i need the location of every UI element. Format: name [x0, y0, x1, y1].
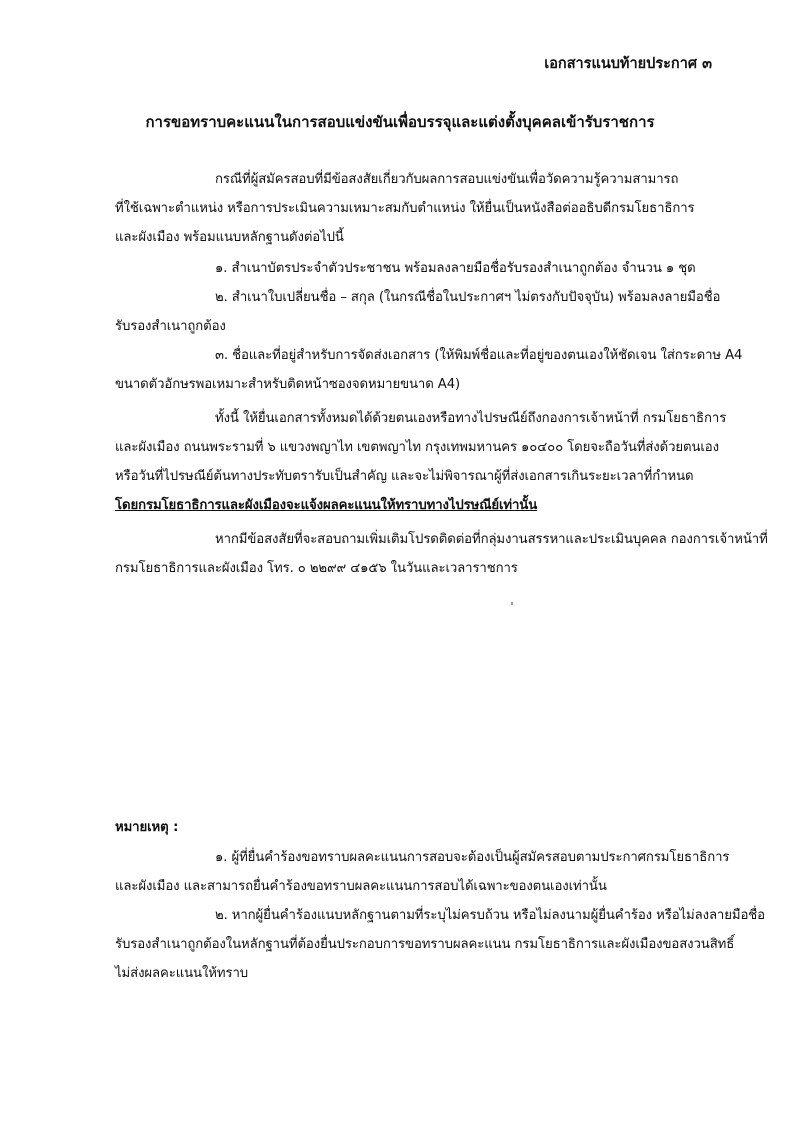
note-2-line-2: รับรองสำเนาถูกต้องในหลักฐานที่ต้องยื่นประกอบการขอทราบผลคะแนน กรมโยธาธิการและผังเมืองขอสงวนสิทธิ์	[115, 937, 735, 952]
note-2-line-3: ไม่ส่งผลคะแนนให้ทราบ	[115, 966, 249, 981]
requirement-2-line-2: รับรองสำเนาถูกต้อง	[115, 319, 226, 334]
submission-emphasis: โดยกรมโยธาธิการและผังเมืองจะแจ้งผลคะแนนให้ทราบทางไปรษณีย์เท่านั้น	[115, 498, 538, 513]
note-2-line-1: ๒. หากผู้ยื่นคำร้องแนบหลักฐานตามที่ระบุไม่ครบถ้วน หรือไม่ลงนามผู้ยื่นคำร้อง หรือไม่ลงลายมือชื่อ	[215, 908, 765, 923]
contact-line-2: กรมโยธาธิการและผังเมือง โทร. ๐ ๒๒๙๙ ๔๑๕๖ ในวันและเวลาราชการ	[115, 561, 518, 576]
requirement-3-line-2: ขนาดตัวอักษรพอเหมาะสำหรับติดหน้าซองจดหมายขนาด A4)	[115, 377, 461, 392]
document-title: การขอทราบคะแนนในการสอบแข่งขันเพื่อบรรจุและแต่งตั้งบุคคลเข้ารับราชการ	[145, 113, 655, 131]
submission-line-3: หรือวันที่ไปรษณีย์ต้นทางประทับตรารับเป็นสำคัญ และจะไม่พิจารณาผู้ที่ส่งเอกสารเกินระยะเวลาที่กำหนด	[115, 469, 694, 484]
intro-line-1: กรณีที่ผู้สมัครสอบที่มีข้อสงสัยเกี่ยวกับผลการสอบแข่งขันเพื่อวัดความรู้ความสามารถ	[215, 172, 679, 187]
submission-line-2: และผังเมือง ถนนพระรามที่ ๖ แขวงพญาไท เขตพญาไท กรุงเทพมหานคร ๑๐๔๐๐ โดยจะถือวันที่ส่งด้วยตนเอง	[115, 440, 719, 455]
requirement-2-line-1: ๒. สำเนาใบเปลี่ยนชื่อ – สกุล (ในกรณีชื่อในประกาศฯ ไม่ตรงกับปัจจุบัน) พร้อมลงลายมือชื่อ	[215, 290, 721, 305]
requirement-3-line-1: ๓. ชื่อและที่อยู่สำหรับการจัดส่งเอกสาร (ให้พิมพ์ชื่อและที่อยู่ของตนเองให้ชัดเจน ใส่กระดาษ A4	[215, 348, 743, 363]
submission-line-1: ทั้งนี้ ให้ยื่นเอกสารทั้งหมดได้ด้วยตนเองหรือทางไปรษณีย์ถึงกองการเจ้าหน้าที่ กรมโยธาธิการ	[215, 411, 727, 426]
note-1-line-2: และผังเมือง และสามารถยื่นคำร้องขอทราบผลคะแนนการสอบได้เฉพาะของตนเองเท่านั้น	[115, 879, 607, 894]
note-1-line-1: ๑. ผู้ที่ยื่นคำร้องขอทราบผลคะแนนการสอบจะต้องเป็นผู้สมัครสอบตามประกาศกรมโยธาธิการ	[215, 850, 730, 865]
requirement-1-line-1: ๑. สำเนาบัตรประจำตัวประชาชน พร้อมลงลายมือชื่อรับรองสำเนาถูกต้อง จำนวน ๑ ชุด	[215, 261, 696, 276]
intro-line-2: ที่ใช้เฉพาะตำแหน่ง หรือการประเมินความเหมาะสมกับตำแหน่ง ให้ยื่นเป็นหนังสือต่ออธิบดีกรมโยธาธิการ	[115, 201, 695, 216]
notes-heading: หมายเหตุ :	[115, 820, 179, 835]
scan-speck	[511, 602, 513, 605]
contact-line-1: หากมีข้อสงสัยที่จะสอบถามเพิ่มเติมโปรดติดต่อที่กลุ่มงานสรรหาและประเมินบุคคล กองการเจ้าหน้าที่	[215, 532, 768, 547]
intro-line-3: และผังเมือง พร้อมแนบหลักฐานดังต่อไปนี้	[115, 230, 344, 245]
annex-label: เอกสารแนบท้ายประกาศ ๓	[544, 56, 712, 72]
